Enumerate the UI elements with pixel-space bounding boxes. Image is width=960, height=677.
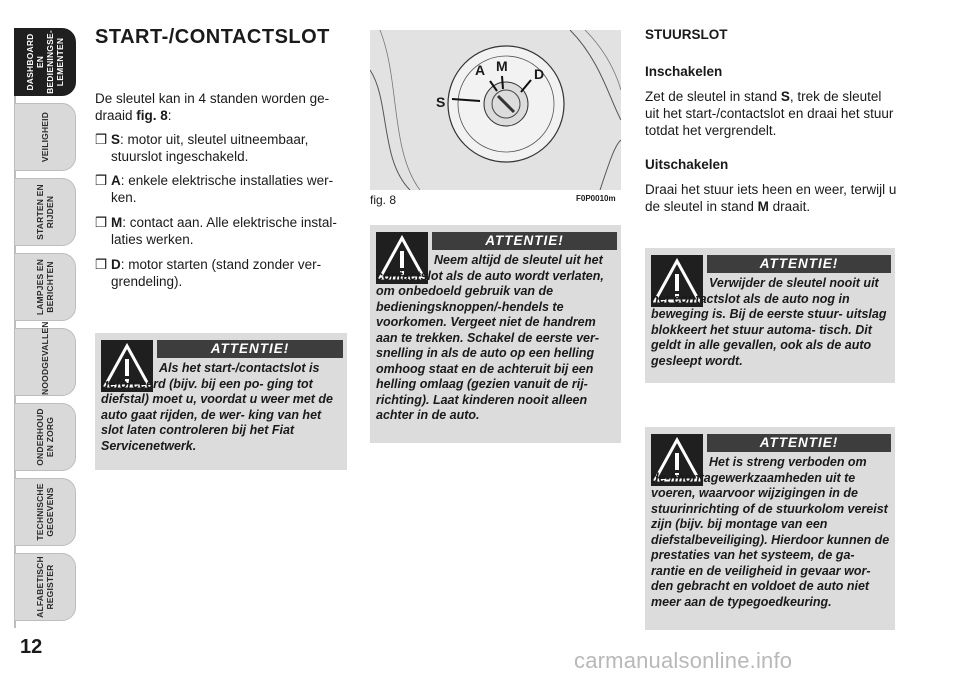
checkbox-glyph: ❒ bbox=[95, 257, 108, 272]
tab-label: NOODGEVALLEN bbox=[40, 321, 50, 395]
position-text: : motor uit, sleutel uitneembaar, stuurslot ingeschakeld. bbox=[111, 132, 309, 164]
section-title: STUURSLOT bbox=[645, 27, 728, 42]
p2-key: M bbox=[757, 199, 769, 214]
warning-box-right-2 bbox=[645, 427, 895, 630]
page-title: START-/CONTACTSLOT bbox=[95, 26, 330, 48]
warning-header: ATTENTIE! bbox=[157, 340, 343, 358]
checkbox-glyph: ❒ bbox=[95, 215, 108, 230]
position-key: D bbox=[111, 257, 121, 272]
tab-noodgevallen[interactable] bbox=[14, 321, 76, 396]
position-key: S bbox=[111, 132, 121, 147]
checkbox-glyph: ❒ bbox=[95, 132, 108, 147]
warning-header: ATTENTIE! bbox=[707, 434, 891, 452]
tab-dashboard[interactable] bbox=[14, 28, 76, 96]
figure-caption: fig. 8 bbox=[370, 193, 397, 207]
paragraph-uitschakelen bbox=[645, 181, 897, 215]
warning-box-right-1 bbox=[645, 248, 895, 383]
p1-key: S bbox=[780, 89, 790, 104]
position-label-s: S bbox=[436, 94, 446, 110]
intro-text bbox=[95, 90, 350, 124]
p2-b: draait. bbox=[768, 199, 811, 214]
position-text: : enkele elektrische installaties wer- ken. bbox=[111, 173, 334, 205]
warning-box-middle bbox=[370, 225, 621, 443]
list-item bbox=[95, 256, 350, 290]
checkbox-glyph: ❒ bbox=[95, 173, 108, 188]
tab-technische[interactable] bbox=[14, 478, 76, 546]
position-label-a: A bbox=[475, 62, 486, 78]
tab-label: LAMPJES EN BERICHTEN bbox=[35, 258, 55, 316]
p2-a: Draai het stuur iets heen en weer, terwijl u de sleutel in stand bbox=[645, 182, 897, 214]
tab-label: TECHNISCHE GEGEVENS bbox=[35, 483, 55, 541]
warning-text: Als het start-/contactslot is geforceerd (bijv. bij een po- ging tot diefstal) moet u, voordat u weer met de auto gaat rijden, de wer- king van het slot laten controleren bij het Fiat Servicenetwerk. bbox=[101, 361, 333, 453]
subheading-inschakelen: Inschakelen bbox=[645, 64, 723, 79]
ignition-figure bbox=[370, 30, 621, 190]
warning-text: Het is streng verboden om de-/montagewerkzaamheden uit te voeren, waarvoor wijzigingen in de stuurinrichting of de stuurkolom vereist zijn (bijv. bij montage van een diefstalbeveiliging). Hierdoor kunnen de prestaties van het systeem, de ga- rantie en de veiligheid in gevaar wor- den gebracht en voldoet de auto niet meer aan de typegoedkeuring. bbox=[651, 455, 890, 609]
page-number: 12 bbox=[20, 636, 43, 658]
position-text: : motor starten (stand zonder ver- grendeling). bbox=[111, 257, 322, 289]
warning-text: Neem altijd de sleutel uit het contactslot als de auto wordt verlaten, om onbedoeld gebruik van de bedieningsknoppen/-hendels te voorkomen. Vergeet niet de handrem aan te trekken. Schakel de eerste ver- snelling in als de auto op een helling omhoog staat en de achteruit bij een helling omlaag (gezien vanuit de rij- richting). Laat kinderen nooit alleen achter in de auto. bbox=[376, 253, 604, 422]
position-label-d: D bbox=[534, 66, 545, 82]
intro-fig-ref: fig. 8 bbox=[136, 108, 168, 123]
list-item bbox=[95, 131, 350, 165]
tab-label: ONDERHOUD EN ZORG bbox=[35, 408, 55, 466]
subheading-uitschakelen: Uitschakelen bbox=[645, 157, 729, 172]
tab-label: VEILIGHEID bbox=[40, 111, 50, 163]
tab-lampjes[interactable] bbox=[14, 253, 76, 321]
list-item bbox=[95, 172, 350, 206]
list-item bbox=[95, 214, 350, 248]
tab-starten[interactable] bbox=[14, 178, 76, 246]
intro-b: : bbox=[167, 108, 172, 123]
warning-box-left bbox=[95, 333, 347, 470]
ignition-illustration bbox=[370, 30, 621, 190]
p1-b: , trek de sleutel uit het start-/contactslot en draai het stuur totdat het vergrendelt. bbox=[645, 89, 894, 138]
paragraph-inschakelen bbox=[645, 88, 897, 139]
position-label-m: M bbox=[496, 58, 508, 74]
warning-text: Verwijder de sleutel nooit uit het contactslot als de auto nog in beweging is. Bij de eerste stuur- uitslag blokkeert het stuur automa- tisch. Dit geldt in alle gevallen, ook als de auto gesleept wordt. bbox=[651, 276, 887, 368]
position-text: : contact aan. Alle elektrische instal- laties werken. bbox=[111, 215, 337, 247]
tab-label: ALFABETISCH REGISTER bbox=[35, 556, 55, 618]
figure-code: F0P0010m bbox=[576, 194, 616, 203]
tab-veiligheid[interactable] bbox=[14, 103, 76, 171]
tab-label: STARTEN EN RIJDEN bbox=[35, 184, 55, 240]
p1-a: Zet de sleutel in stand bbox=[645, 89, 781, 104]
tab-register[interactable] bbox=[14, 553, 76, 621]
watermark: carmanualsonline.info bbox=[574, 648, 793, 673]
position-key: M bbox=[111, 215, 123, 230]
tab-onderhoud[interactable] bbox=[14, 403, 76, 471]
intro-a: De sleutel kan in 4 standen worden ge- draaid bbox=[95, 91, 330, 123]
tab-label: DASHBOARD EN BEDIENINGSE- LEMENTEN bbox=[25, 30, 65, 94]
position-key: A bbox=[111, 173, 121, 188]
warning-header: ATTENTIE! bbox=[707, 255, 891, 273]
warning-header: ATTENTIE! bbox=[432, 232, 617, 250]
